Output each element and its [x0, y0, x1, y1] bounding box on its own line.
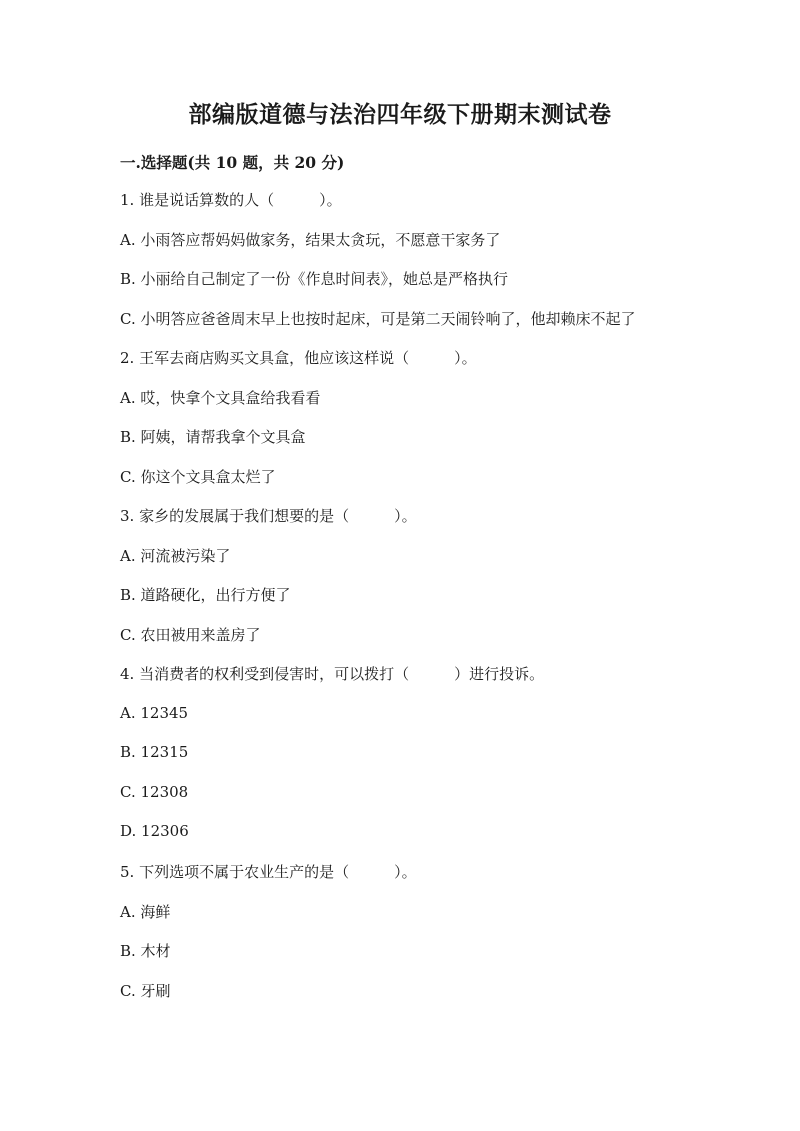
question-2-option-b: B. 阿姨，请帮我拿个文具盒 — [120, 428, 306, 446]
question-1-option-a: A. 小雨答应帮妈妈做家务，结果太贪玩，不愿意干家务了 — [120, 231, 501, 249]
section-heading: 一.选择题(共 10 题，共 20 分) — [120, 153, 345, 172]
page-title: 部编版道德与法治四年级下册期末测试卷 — [188, 101, 612, 128]
question-1-option-c: C. 小明答应爸爸周末早上也按时起床，可是第二天闹铃响了，他却赖床不起了 — [120, 310, 636, 328]
question-4-option-a: A. 12345 — [120, 704, 189, 722]
question-1-stem: 1. 谁是说话算数的人（ ）。 — [120, 191, 342, 209]
question-4-option-d: D. 12306 — [120, 822, 189, 840]
question-4-option-b: B. 12315 — [120, 743, 189, 761]
question-4-stem: 4. 当消费者的权利受到侵害时，可以拨打（ ）进行投诉。 — [120, 665, 545, 683]
question-3-option-b: B. 道路硬化，出行方便了 — [120, 586, 291, 604]
question-2-stem: 2. 王军去商店购买文具盒，他应该这样说（ ）。 — [120, 349, 477, 367]
question-3-option-a: A. 河流被污染了 — [120, 547, 231, 565]
question-5-option-b: B. 木材 — [120, 942, 171, 960]
question-2-option-c: C. 你这个文具盒太烂了 — [120, 468, 276, 486]
question-2-option-a: A. 哎，快拿个文具盒给我看看 — [120, 389, 321, 407]
question-4-option-c: C. 12308 — [120, 783, 189, 801]
question-3-stem: 3. 家乡的发展属于我们想要的是（ ）。 — [120, 507, 417, 525]
question-5-stem: 5. 下列选项不属于农业生产的是（ ）。 — [120, 863, 417, 881]
question-1-option-b: B. 小丽给自己制定了一份《作息时间表》，她总是严格执行 — [120, 270, 509, 288]
question-5-option-a: A. 海鲜 — [120, 903, 171, 921]
question-5-option-c: C. 牙刷 — [120, 982, 171, 1000]
question-3-option-c: C. 农田被用来盖房了 — [120, 626, 261, 644]
